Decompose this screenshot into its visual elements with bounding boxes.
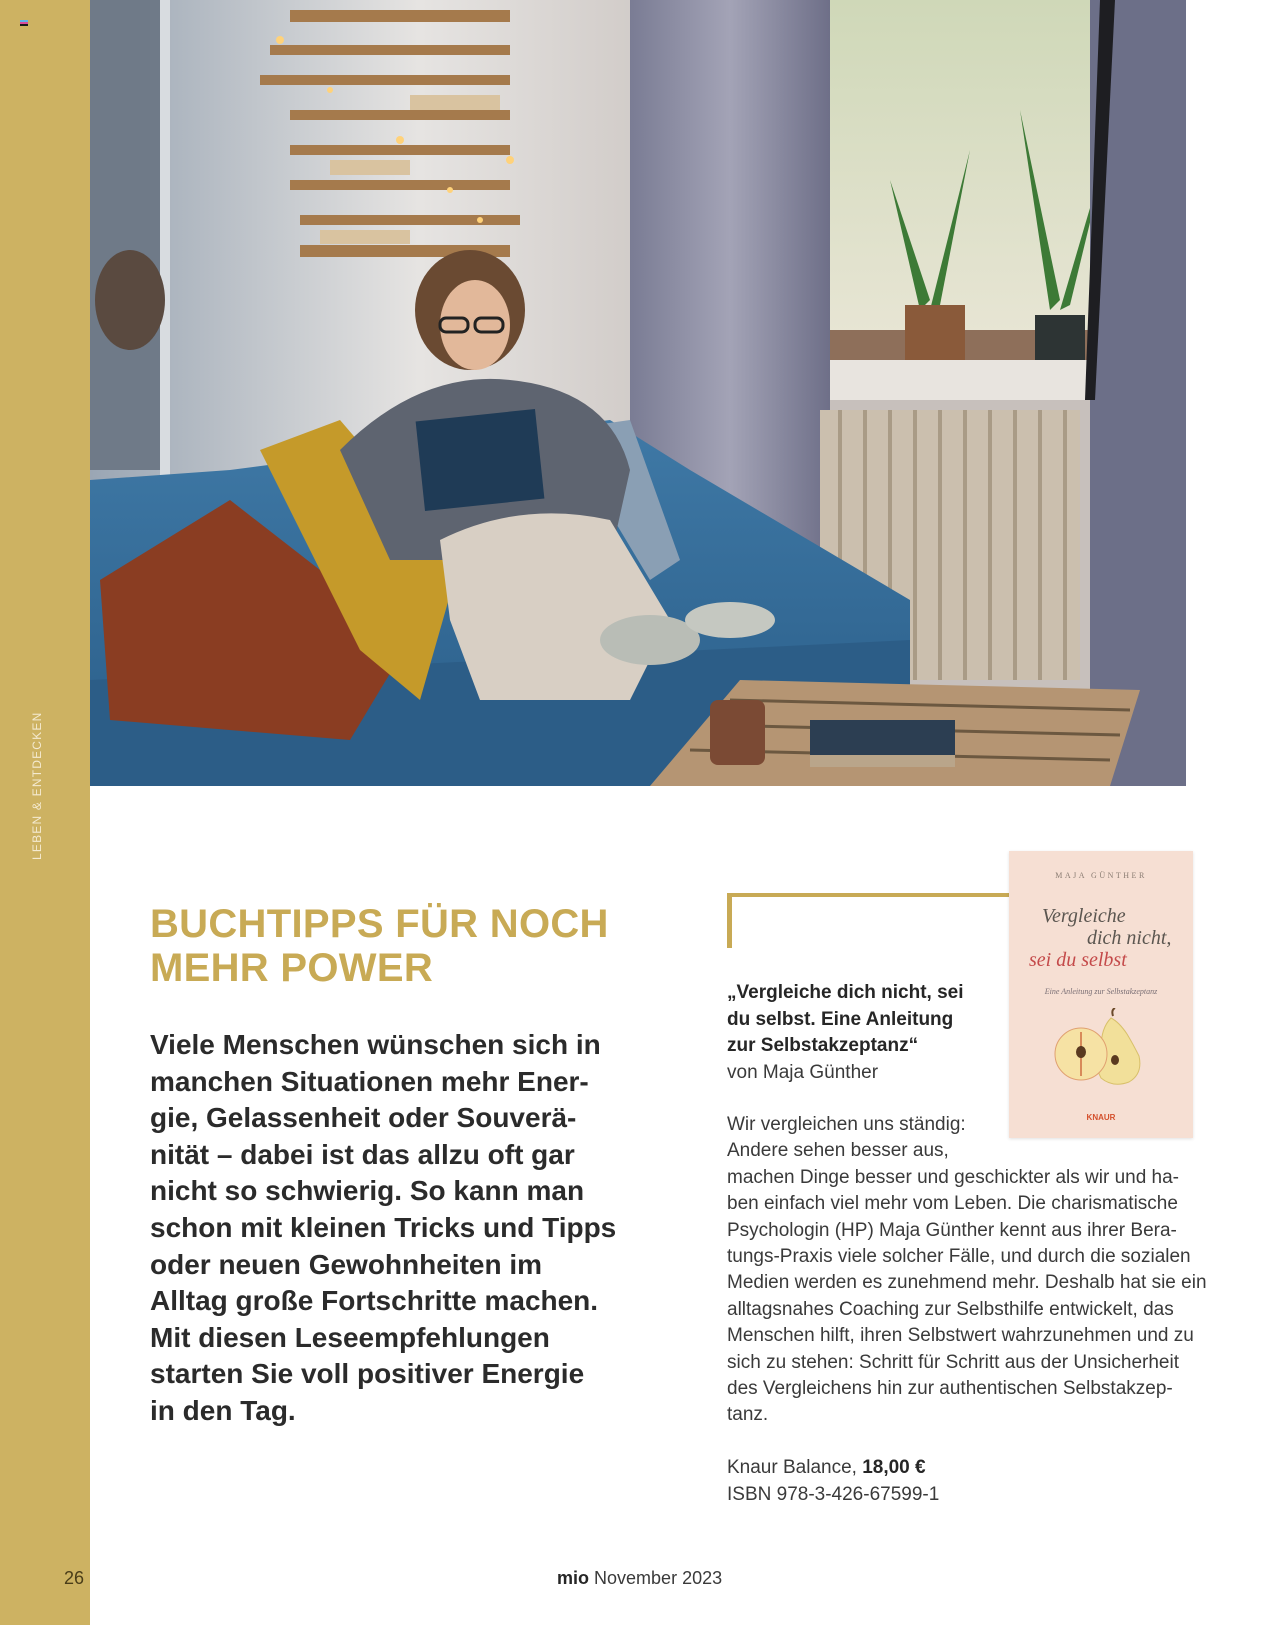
description-line: Psychologin (HP) Maja Günther kennt aus ihrer Bera- bbox=[727, 1219, 1177, 1241]
book-description bbox=[727, 1112, 1217, 1429]
description-line: Menschen hilft, ihren Selbstwert wahrzunehmen und zu bbox=[727, 1325, 1194, 1347]
description-line: des Vergleichens hin zur authentischen Selbstakzep- bbox=[727, 1378, 1173, 1400]
intro-line: starten Sie voll positiver Energie bbox=[150, 1358, 585, 1390]
book-title-line: du selbst. Eine Anleitung bbox=[727, 1008, 954, 1030]
intro-line: Mit diesen Leseempfehlungen bbox=[150, 1321, 550, 1353]
headline-line-1: BUCHTIPPS FÜR NOCH bbox=[150, 902, 609, 946]
book-cover-image bbox=[1009, 851, 1193, 1138]
article-headline bbox=[150, 902, 630, 990]
description-line: alltagsnahes Coaching zur Selbsthilfe entwickelt, das bbox=[727, 1298, 1174, 1320]
hero-photo bbox=[90, 0, 1186, 786]
book-author: von Maja Günther bbox=[727, 1062, 879, 1083]
publisher-name: Knaur Balance, bbox=[727, 1457, 857, 1478]
intro-line: in den Tag. bbox=[150, 1394, 296, 1426]
article-intro bbox=[150, 1027, 630, 1430]
intro-line: nicht so schwierig. So kann man bbox=[150, 1175, 585, 1207]
publisher-logo: KNAUR bbox=[1086, 1113, 1116, 1122]
decorative-frame-line bbox=[727, 893, 1011, 897]
description-line: ben einfach viel mehr vom Leben. Die charismatische bbox=[727, 1193, 1178, 1215]
print-color-mark-icon bbox=[20, 20, 28, 28]
page-footer bbox=[557, 1568, 722, 1589]
magazine-name: mio bbox=[557, 1568, 590, 1588]
description-line: sich zu stehen: Schritt für Schritt aus der Unsicherheit bbox=[727, 1351, 1179, 1373]
description-line: Andere sehen besser aus, bbox=[727, 1140, 949, 1162]
magazine-issue: November 2023 bbox=[594, 1568, 723, 1588]
book-price: 18,00 € bbox=[862, 1457, 926, 1478]
description-line: machen Dinge besser und geschickter als wir und ha- bbox=[727, 1166, 1180, 1188]
description-line: Wir vergleichen uns ständig: bbox=[727, 1114, 966, 1135]
publisher-price bbox=[727, 1455, 939, 1482]
cover-author: MAJA GÜNTHER bbox=[1055, 871, 1147, 880]
intro-line: schon mit kleinen Tricks und Tipps bbox=[150, 1211, 617, 1243]
headline-line-2: MEHR POWER bbox=[150, 946, 433, 990]
book-title-line: „Vergleiche dich nicht, sei bbox=[727, 982, 964, 1003]
reading-woman-image bbox=[90, 0, 1186, 786]
description-line: tungs-Praxis viele solcher Fälle, und durch die sozialen bbox=[727, 1246, 1191, 1268]
intro-line: oder neuen Gewohnheiten im bbox=[150, 1248, 543, 1280]
sidebar-bar bbox=[0, 0, 90, 1625]
description-line: Medien werden es zunehmend mehr. Deshalb hat sie ein bbox=[727, 1272, 1207, 1294]
description-line: tanz. bbox=[727, 1404, 769, 1426]
page-number: 26 bbox=[64, 1568, 85, 1588]
book-title bbox=[727, 980, 997, 1060]
cover-title: sei du selbst bbox=[1029, 949, 1127, 971]
cover-title: Vergleiche bbox=[1042, 905, 1126, 927]
intro-line: manchen Situationen mehr Ener- bbox=[150, 1065, 589, 1097]
intro-line: gie, Gelassenheit oder Souverä- bbox=[150, 1102, 577, 1134]
intro-line: nität – dabei ist das allzu oft gar bbox=[150, 1138, 575, 1170]
decorative-frame-line bbox=[727, 893, 732, 948]
book-meta bbox=[727, 1455, 939, 1508]
intro-line: Viele Menschen wünschen sich in bbox=[150, 1029, 601, 1060]
book-isbn: ISBN 978-3-426-67599-1 bbox=[727, 1483, 940, 1505]
apple-pear-icon bbox=[1053, 1008, 1149, 1088]
cover-subtitle: Eine Anleitung zur Selbstakzeptanz bbox=[1044, 987, 1158, 996]
book-title-line: zur Selbstakzeptanz“ bbox=[727, 1035, 919, 1056]
section-label: LEBEN & ENTDECKEN bbox=[30, 711, 44, 860]
cover-title: dich nicht, bbox=[1087, 927, 1172, 949]
intro-line: Alltag große Fortschritte machen. bbox=[150, 1285, 599, 1317]
